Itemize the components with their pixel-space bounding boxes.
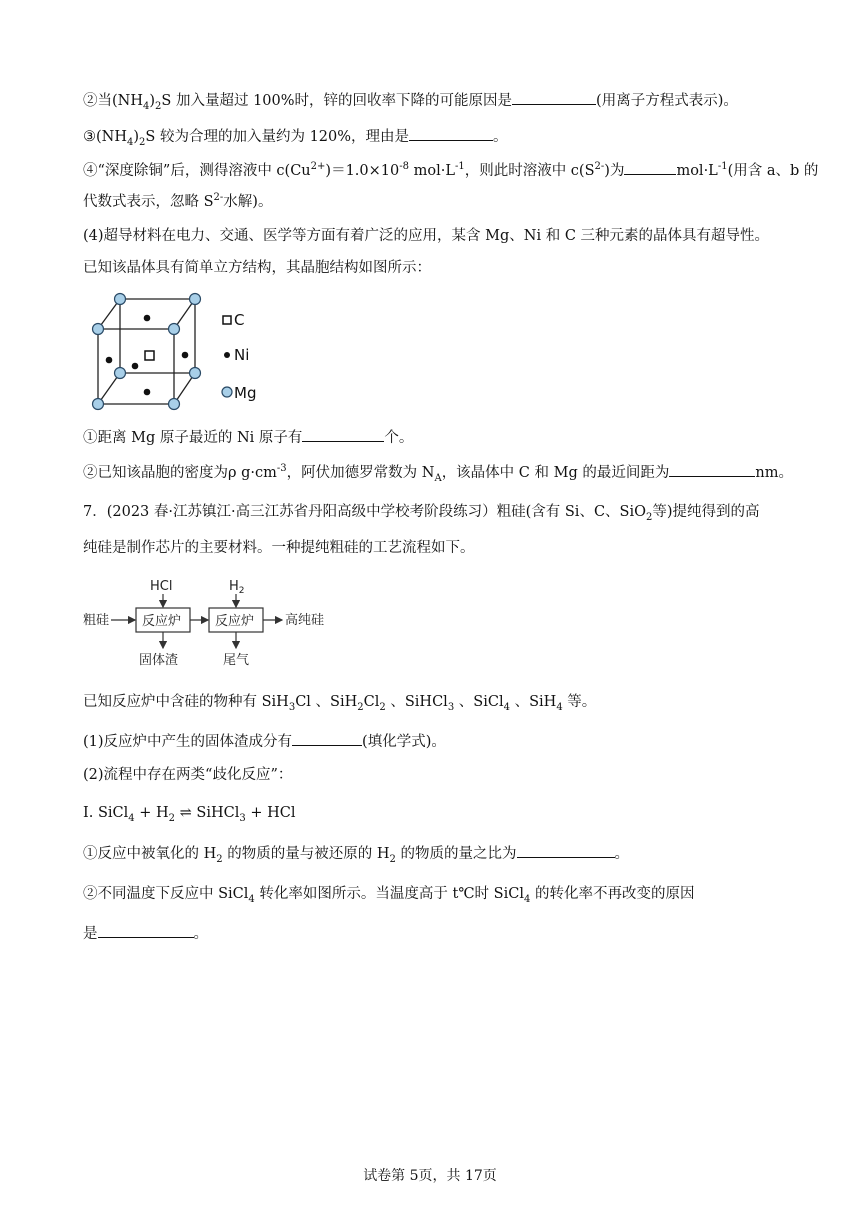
q7-intro-line2: 纯硅是制作芯片的主要材料。一种提纯粗硅的工艺流程如下。 [83, 540, 475, 556]
answer-blank[interactable] [517, 843, 615, 858]
flow-output-label: 高纯硅 [285, 613, 325, 628]
q7-intro-line1: 7．(2023 春·江苏镇江·高三江苏省丹阳高级中学校考阶段练习）粗硅(含有 Si、C、SiO$_2$等)提纯得到的高 [83, 504, 760, 523]
q6-sub2: ②已知该晶胞的密度为ρ $g\cdot cm^{-3}$，阿伏加德罗常数为 $N_A$，该晶体中 C 和 Mg 的最近间距为 nm。 [83, 463, 793, 484]
mg-atom [93, 324, 104, 335]
flow-residue-label: 固体渣 [139, 653, 179, 668]
part4-line2: 已知该晶体具有简单立方结构，其晶胞结构如图所示： [83, 260, 431, 276]
subscript: 4 [127, 136, 134, 148]
answer-blank[interactable] [302, 427, 384, 442]
process-flow-diagram [83, 574, 353, 670]
mg-atom [190, 368, 201, 379]
reactor-1-label: 反应炉 [142, 614, 182, 629]
flow-exhaust-label: 尾气 [223, 653, 250, 668]
q6-item3: $③(NH_4)_2S$ 较为合理的加入量约为 120%，理由是 。 [83, 126, 508, 147]
subscript: 2 [155, 100, 162, 112]
flow-h2-label: $H_2$ [229, 579, 245, 596]
ni-atom [144, 315, 151, 322]
answer-blank[interactable] [669, 462, 755, 477]
legend-ni-symbol [224, 352, 230, 358]
mg-atom [190, 294, 201, 305]
answer-blank[interactable] [512, 90, 596, 105]
subscript: 4 [143, 100, 150, 112]
mg-atom [169, 399, 180, 410]
flow-hcl-label: HCl [150, 579, 173, 594]
c-atom [145, 351, 154, 360]
mg-atom [115, 368, 126, 379]
subscript: 2 [139, 136, 146, 148]
equilibrium-arrow-icon: ⇌ [175, 805, 197, 821]
legend-mg-symbol [222, 387, 232, 397]
q6-item2: ②当$(NH_4)_2S$ 加入量超过 100%时，锌的回收率下降的可能原因是 (用离子方程式表示)。 [83, 90, 738, 111]
legend-ni-label: Ni [234, 346, 250, 364]
q6-item4-line1: ④“深度除铜”后，测得溶液中 $c(Cu^{2+})=1.0\times 10^{-8}$ $mol\cdot L^{-1}$，则此时溶液中 $c(S^{2-})$为 $mol\cdot L^{-1}$(用含 a、b 的 [83, 161, 819, 179]
q7-equation: I. SiCl$_4$ + $H_2$ ⇌ SiHCl$_3$ + HCl [83, 805, 296, 824]
q7-reaction-q2-cont: 是 。 [83, 923, 208, 944]
answer-blank[interactable] [98, 923, 194, 938]
answer-blank[interactable] [292, 731, 362, 746]
flow-input-label: 粗硅 [83, 613, 110, 628]
answer-blank[interactable] [409, 126, 493, 141]
q7-reaction-q2: ②不同温度下反应中 SiCl$_4$ 转化率如图所示。当温度高于 t℃时 SiCl$_4$ 的转化率不再改变的原因 [83, 886, 695, 905]
q6-sub1: ①距离 Mg 原子最近的 Ni 原子有 个。 [83, 427, 413, 448]
legend-mg-label: Mg [234, 384, 257, 402]
mg-atom [115, 294, 126, 305]
page-footer: 试卷第 5页，共 17页 [363, 1168, 497, 1184]
ni-atom [132, 363, 139, 370]
ni-atom [106, 357, 113, 364]
legend-c-label: C [234, 311, 245, 329]
q6-item4-line2: 代数式表示，忽略 $S^{2-}$水解)。 [83, 192, 273, 210]
crystal-cell-figure [84, 288, 274, 416]
reactor-2-label: 反应炉 [215, 614, 255, 629]
ni-atom [144, 389, 151, 396]
legend-c-symbol [223, 316, 231, 324]
crystal-cell-svg [84, 288, 274, 416]
answer-blank[interactable] [624, 160, 676, 175]
flow-svg [83, 574, 353, 670]
q7-part1: (1)反应炉中产生的固体渣成分有 (填化学式)。 [83, 731, 446, 752]
mg-atom [169, 324, 180, 335]
mg-atom [93, 399, 104, 410]
q7-reaction-q1: ①反应中被氧化的 $H_2$ 的物质的量与被还原的 $H_2$ 的物质的量之比为 。 [83, 843, 629, 864]
q7-part2: (2)流程中存在两类“歧化反应”： [83, 767, 293, 783]
q7-species: 已知反应炉中含硅的物种有 SiH$_3$Cl 、$SiH_2Cl_2$ 、SiHCl$_3$ 、SiCl$_4$ 、SiH$_4$ 等。 [83, 694, 597, 713]
part4-line1: (4)超导材料在电力、交通、医学等方面有着广泛的应用，某含 Mg、Ni 和 C 三种元素的晶体具有超导性。 [83, 228, 770, 244]
ni-atom [182, 352, 189, 359]
